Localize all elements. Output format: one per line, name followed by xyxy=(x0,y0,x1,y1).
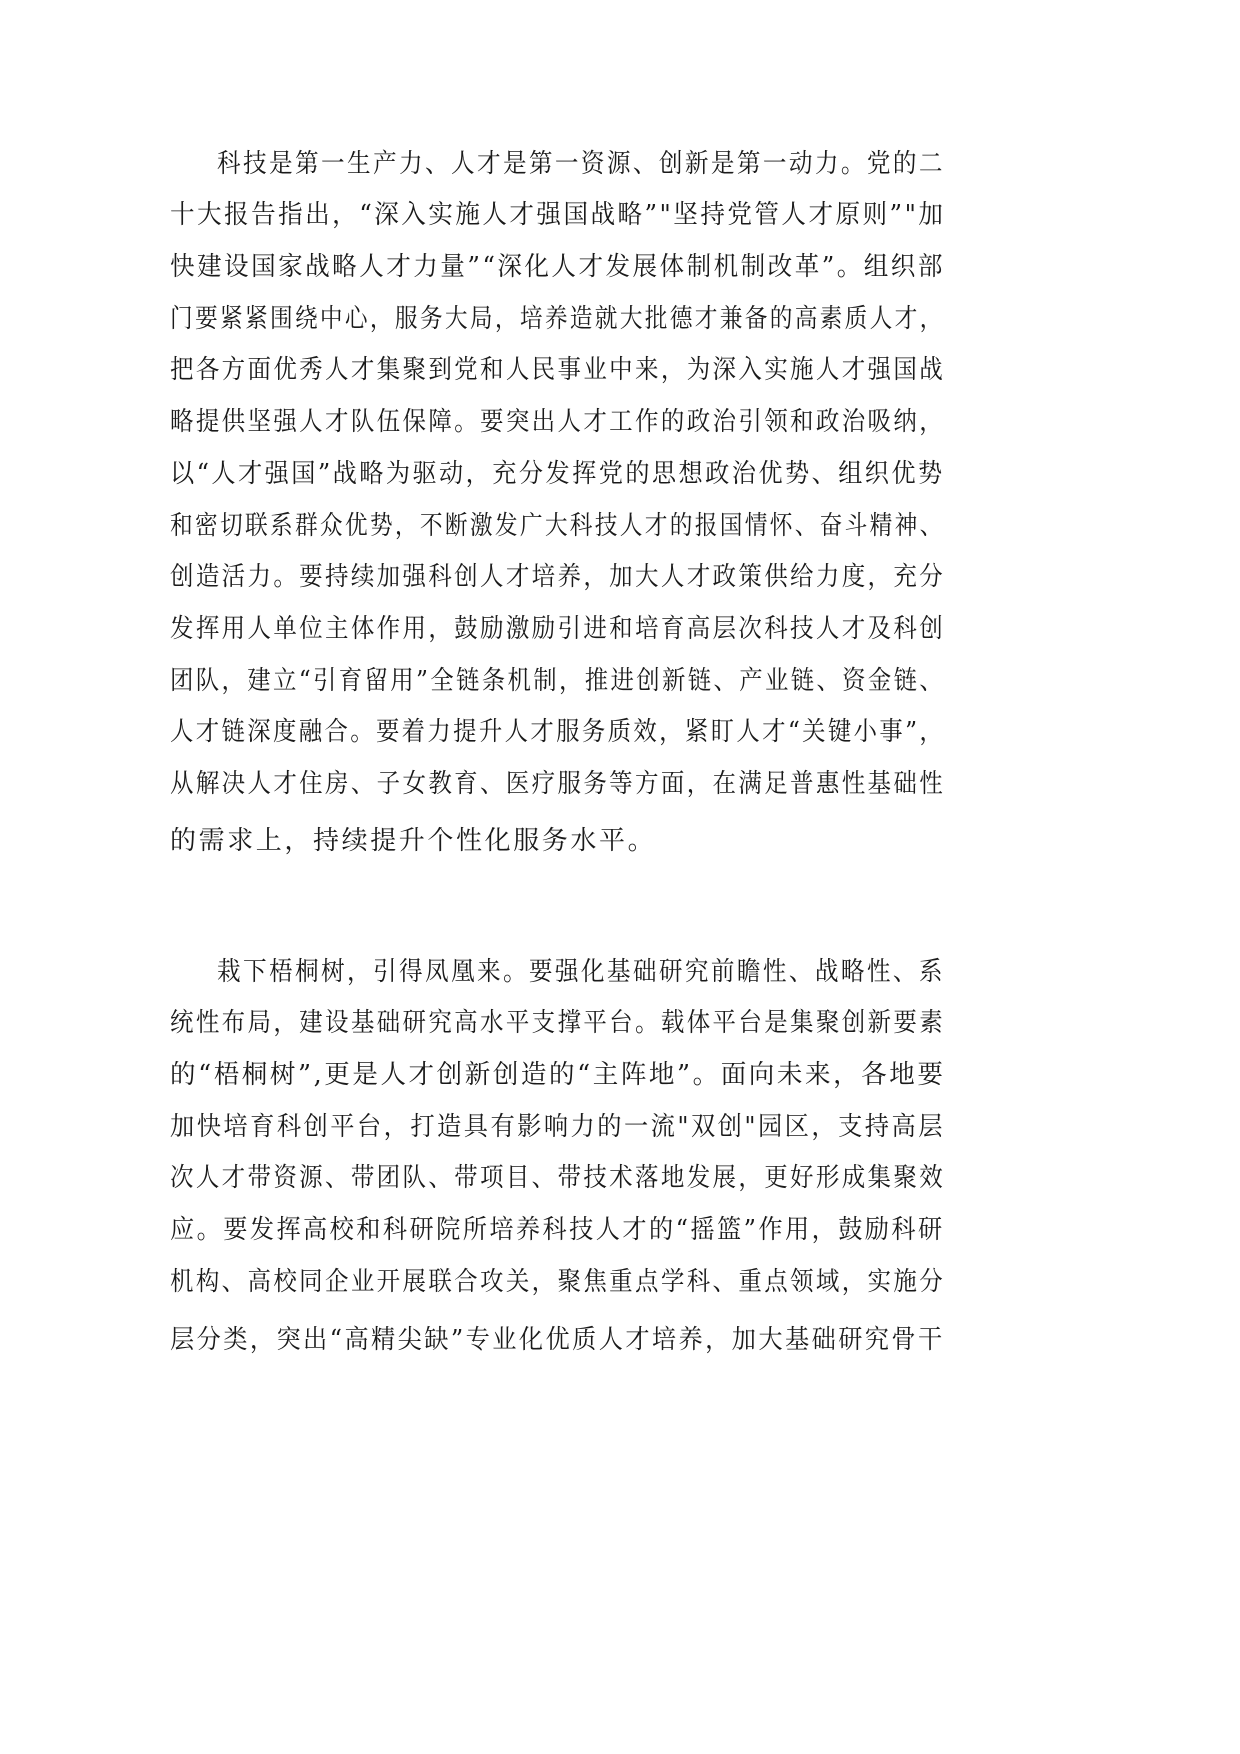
text-line: 次人才带资源、带团队、带项目、带技术落地发展，更好形成集聚效 xyxy=(170,1163,946,1193)
text-line: 门要紧紧围绕中心，服务大局，培养造就大批德才兼备的高素质人才， xyxy=(170,304,945,334)
text-line: 快建设国家战略人才力量”“深化人才发展体制机制改革”。组织部 xyxy=(170,252,945,282)
text-line: 团队，建立“引育留用”全链条机制，推进创新链、产业链、资金链、 xyxy=(170,666,946,696)
text-line: 栽下梧桐树，引得凤凰来。要强化基础研究前瞻性、战略性、系 xyxy=(217,957,945,987)
text-line: 科技是第一生产力、人才是第一资源、创新是第一动力。党的二 xyxy=(217,149,945,179)
text-line: 机构、高校同企业开展联合攻关，聚焦重点学科、重点领域，实施分 xyxy=(170,1267,946,1297)
text-line: 和密切联系群众优势，不断激发广大科技人才的报国情怀、奋斗精神、 xyxy=(170,511,945,541)
text-line: 以“人才强国”战略为驱动，充分发挥党的思想政治优势、组织优势 xyxy=(170,459,945,489)
text-line: 略提供坚强人才队伍保障。要突出人才工作的政治引领和政治吸纳， xyxy=(170,407,946,437)
text-line: 创造活力。要持续加强科创人才培养，加大人才政策供给力度，充分 xyxy=(170,562,946,592)
text-line: 加快培育科创平台，打造具有影响力的一流"双创"园区，支持高层 xyxy=(170,1112,945,1142)
text-line: 发挥用人单位主体作用，鼓励激励引进和培育高层次科技人才及科创 xyxy=(170,614,946,644)
text-line: 从解决人才住房、子女教育、医疗服务等方面，在满足普惠性基础性 xyxy=(170,769,946,799)
text-line: 的“梧桐树”,更是人才创新创造的“主阵地”。面向未来，各地要 xyxy=(170,1060,946,1090)
text-line: 把各方面优秀人才集聚到党和人民事业中来，为深入实施人才强国战 xyxy=(170,355,946,385)
text-line: 应。要发挥高校和科研院所培养科技人才的“摇篮”作用，鼓励科研 xyxy=(170,1215,945,1245)
text-line: 层分类，突出“高精尖缺”专业化优质人才培养，加大基础研究骨干 xyxy=(170,1325,945,1355)
text-line: 人才链深度融合。要着力提升人才服务质效，紧盯人才“关键小事”， xyxy=(170,717,946,747)
text-line: 十大报告指出，“深入实施人才强国战略”"坚持党管人才原则”"加 xyxy=(170,200,946,230)
text-line: 统性布局，建设基础研究高水平支撑平台。载体平台是集聚创新要素 xyxy=(170,1008,946,1038)
text-line: 的需求上，持续提升个性化服务水平。 xyxy=(170,826,657,856)
